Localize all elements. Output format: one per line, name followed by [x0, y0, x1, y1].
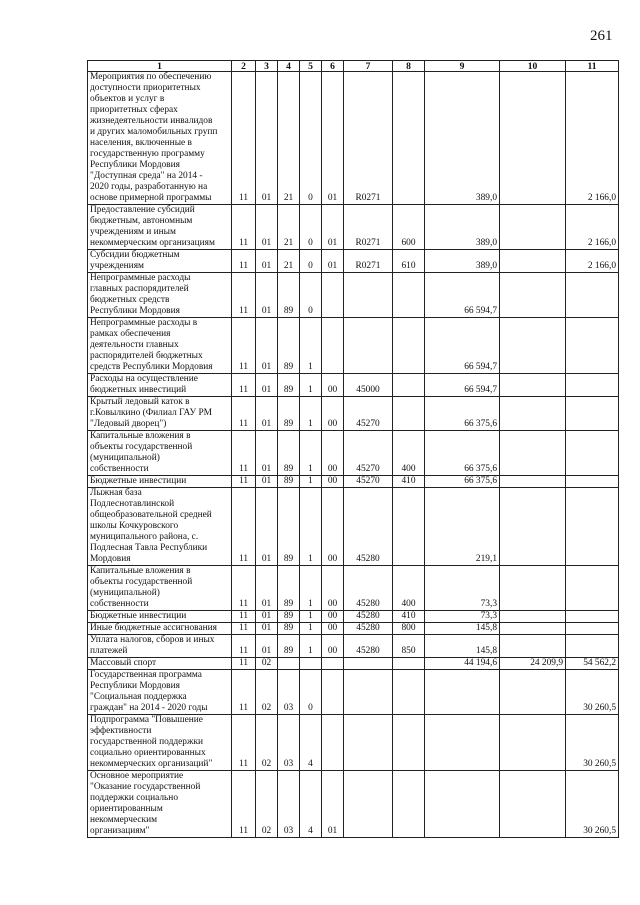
row-name-cell: Непрограммные расходы главных распорядителей бюджетных средств Республики Мордовия — [88, 273, 232, 318]
row-value-cell — [425, 670, 500, 715]
row-name-cell: Уплата налогов, сборов и иных платежей — [88, 635, 232, 658]
row-value-cell — [425, 771, 500, 838]
row-value-cell: 30 260,5 — [566, 771, 619, 838]
row-value-cell: 800 — [393, 623, 425, 635]
row-value-cell — [393, 318, 425, 374]
row-value-cell: R0271 — [344, 72, 393, 205]
row-value-cell: 89 — [278, 397, 300, 431]
row-value-cell: 66 375,6 — [425, 431, 500, 476]
row-value-cell — [566, 318, 619, 374]
row-value-cell: 00 — [322, 623, 344, 635]
row-value-cell: 600 — [393, 205, 425, 250]
row-value-cell — [566, 566, 619, 611]
table-row — [88, 72, 619, 205]
row-value-cell — [566, 431, 619, 476]
table-row — [88, 623, 619, 635]
row-value-cell: 01 — [322, 771, 344, 838]
row-value-cell — [566, 611, 619, 623]
row-value-cell — [425, 715, 500, 771]
header-cell: 11 — [566, 61, 619, 72]
page-number: 261 — [590, 28, 613, 44]
row-value-cell: 45270 — [344, 397, 393, 431]
row-value-cell — [393, 715, 425, 771]
row-name-cell: Субсидии бюджетным учреждениям — [88, 250, 232, 273]
row-value-cell: 02 — [256, 670, 278, 715]
row-value-cell — [566, 635, 619, 658]
row-value-cell — [300, 658, 322, 670]
row-value-cell — [322, 273, 344, 318]
row-value-cell: 89 — [278, 611, 300, 623]
row-value-cell: 66 375,6 — [425, 397, 500, 431]
row-value-cell: 0 — [300, 205, 322, 250]
header-cell: 9 — [425, 61, 500, 72]
row-value-cell: 01 — [256, 250, 278, 273]
header-cell: 8 — [393, 61, 425, 72]
header-cell: 6 — [322, 61, 344, 72]
row-value-cell: 0 — [300, 273, 322, 318]
row-value-cell — [500, 374, 566, 397]
row-value-cell: 01 — [256, 566, 278, 611]
row-value-cell: 4 — [300, 715, 322, 771]
row-value-cell — [500, 273, 566, 318]
row-value-cell: 66 594,7 — [425, 318, 500, 374]
row-value-cell — [344, 670, 393, 715]
row-value-cell — [344, 715, 393, 771]
row-value-cell — [500, 611, 566, 623]
row-value-cell — [566, 273, 619, 318]
row-value-cell: 4 — [300, 771, 322, 838]
row-value-cell: 1 — [300, 623, 322, 635]
row-value-cell: 410 — [393, 476, 425, 488]
row-value-cell: 45280 — [344, 566, 393, 611]
table-row — [88, 771, 619, 838]
row-value-cell: 11 — [232, 623, 256, 635]
row-value-cell: 01 — [256, 397, 278, 431]
row-value-cell: 145,8 — [425, 635, 500, 658]
row-value-cell: 45280 — [344, 635, 393, 658]
row-value-cell — [500, 476, 566, 488]
row-value-cell: 11 — [232, 72, 256, 205]
row-value-cell — [393, 397, 425, 431]
row-value-cell: 00 — [322, 397, 344, 431]
row-name-cell: Массовый спорт — [88, 658, 232, 670]
row-value-cell: 219,1 — [425, 488, 500, 566]
row-value-cell: 01 — [256, 488, 278, 566]
row-value-cell: 45280 — [344, 488, 393, 566]
row-value-cell — [566, 476, 619, 488]
row-value-cell: 89 — [278, 488, 300, 566]
row-value-cell — [393, 488, 425, 566]
row-value-cell — [322, 670, 344, 715]
row-value-cell: 11 — [232, 635, 256, 658]
row-name-cell: Предоставление субсидий бюджетным, автономным учреждениям и иным некоммерческим организациям — [88, 205, 232, 250]
row-value-cell: 1 — [300, 488, 322, 566]
row-value-cell: 89 — [278, 431, 300, 476]
row-value-cell: 01 — [256, 273, 278, 318]
row-value-cell: 389,0 — [425, 72, 500, 205]
row-value-cell — [500, 715, 566, 771]
table-row — [88, 273, 619, 318]
row-value-cell — [500, 431, 566, 476]
row-value-cell: 00 — [322, 566, 344, 611]
row-name-cell: Государственная программа Республики Мордовия "Социальная поддержка граждан" на 2014 - 2020 годы — [88, 670, 232, 715]
header-cell: 7 — [344, 61, 393, 72]
row-value-cell: 11 — [232, 670, 256, 715]
row-value-cell: 01 — [256, 623, 278, 635]
row-value-cell: 11 — [232, 488, 256, 566]
row-value-cell: 11 — [232, 250, 256, 273]
row-value-cell — [344, 273, 393, 318]
row-value-cell: 02 — [256, 715, 278, 771]
row-value-cell: 89 — [278, 374, 300, 397]
table-row — [88, 566, 619, 611]
row-value-cell — [500, 397, 566, 431]
row-value-cell: 02 — [256, 658, 278, 670]
row-value-cell: 1 — [300, 374, 322, 397]
row-name-cell: Иные бюджетные ассигнования — [88, 623, 232, 635]
header-cell: 2 — [232, 61, 256, 72]
table-row — [88, 611, 619, 623]
table-row — [88, 431, 619, 476]
row-value-cell: 24 209,9 — [500, 658, 566, 670]
row-value-cell: 11 — [232, 611, 256, 623]
row-value-cell: 66 594,7 — [425, 374, 500, 397]
row-value-cell: 21 — [278, 250, 300, 273]
table-row — [88, 318, 619, 374]
row-value-cell — [500, 566, 566, 611]
row-value-cell — [500, 205, 566, 250]
row-value-cell: 1 — [300, 566, 322, 611]
row-value-cell — [566, 374, 619, 397]
table-row — [88, 374, 619, 397]
row-value-cell: 73,3 — [425, 566, 500, 611]
row-value-cell: 2 166,0 — [566, 72, 619, 205]
row-value-cell: 01 — [256, 431, 278, 476]
row-value-cell: 01 — [256, 72, 278, 205]
row-value-cell: 11 — [232, 374, 256, 397]
row-value-cell: 610 — [393, 250, 425, 273]
header-row — [88, 61, 619, 72]
row-value-cell — [500, 318, 566, 374]
table-row — [88, 205, 619, 250]
row-name-cell: Подпрограмма "Повышение эффективности государственной поддержки социально ориентированных некоммерческих организаций" — [88, 715, 232, 771]
row-value-cell: 45280 — [344, 623, 393, 635]
row-name-cell: Основное мероприятие "Оказание государственной поддержки социально ориентированным некоммерческим организациям" — [88, 771, 232, 838]
row-value-cell — [566, 623, 619, 635]
row-name-cell: Расходы на осуществление бюджетных инвестиций — [88, 374, 232, 397]
row-value-cell — [500, 72, 566, 205]
row-value-cell: R0271 — [344, 250, 393, 273]
row-value-cell: 11 — [232, 205, 256, 250]
row-value-cell — [344, 771, 393, 838]
row-value-cell — [393, 670, 425, 715]
row-value-cell: 01 — [256, 611, 278, 623]
row-value-cell — [566, 488, 619, 566]
row-name-cell: Бюджетные инвестиции — [88, 476, 232, 488]
row-value-cell: 54 562,2 — [566, 658, 619, 670]
row-value-cell: 11 — [232, 566, 256, 611]
table-row — [88, 635, 619, 658]
table-row — [88, 397, 619, 431]
table-row — [88, 715, 619, 771]
row-value-cell: 01 — [322, 250, 344, 273]
row-value-cell: 89 — [278, 318, 300, 374]
row-value-cell: 45000 — [344, 374, 393, 397]
row-value-cell: 00 — [322, 635, 344, 658]
row-value-cell — [500, 623, 566, 635]
row-value-cell — [344, 318, 393, 374]
row-value-cell: 66 594,7 — [425, 273, 500, 318]
row-value-cell: 11 — [232, 397, 256, 431]
row-value-cell: 45270 — [344, 431, 393, 476]
table-row — [88, 476, 619, 488]
row-value-cell: 2 166,0 — [566, 250, 619, 273]
budget-table — [87, 60, 619, 838]
row-value-cell: 410 — [393, 611, 425, 623]
row-value-cell: 89 — [278, 623, 300, 635]
row-value-cell: 1 — [300, 611, 322, 623]
row-value-cell: 2 166,0 — [566, 205, 619, 250]
row-value-cell: 01 — [322, 205, 344, 250]
row-value-cell: R0271 — [344, 205, 393, 250]
row-value-cell: 0 — [300, 250, 322, 273]
row-value-cell: 03 — [278, 771, 300, 838]
row-value-cell — [500, 771, 566, 838]
row-value-cell: 44 194,6 — [425, 658, 500, 670]
row-value-cell — [344, 658, 393, 670]
row-value-cell: 1 — [300, 318, 322, 374]
row-value-cell — [500, 670, 566, 715]
row-name-cell: Капитальные вложения в объекты государственной (муниципальной) собственности — [88, 431, 232, 476]
row-value-cell: 11 — [232, 318, 256, 374]
row-value-cell: 45280 — [344, 611, 393, 623]
row-value-cell: 01 — [256, 374, 278, 397]
row-value-cell — [322, 658, 344, 670]
row-value-cell: 45270 — [344, 476, 393, 488]
row-value-cell: 11 — [232, 715, 256, 771]
row-value-cell — [566, 397, 619, 431]
row-value-cell: 03 — [278, 715, 300, 771]
row-value-cell — [393, 658, 425, 670]
row-value-cell: 30 260,5 — [566, 715, 619, 771]
table-row — [88, 250, 619, 273]
row-value-cell: 11 — [232, 476, 256, 488]
row-value-cell: 850 — [393, 635, 425, 658]
row-value-cell: 400 — [393, 431, 425, 476]
row-value-cell: 11 — [232, 431, 256, 476]
row-value-cell — [322, 715, 344, 771]
row-value-cell: 89 — [278, 566, 300, 611]
table-row — [88, 670, 619, 715]
table-row — [88, 658, 619, 670]
row-value-cell: 21 — [278, 205, 300, 250]
header-cell: 4 — [278, 61, 300, 72]
row-value-cell: 00 — [322, 374, 344, 397]
row-value-cell: 11 — [232, 658, 256, 670]
row-value-cell: 01 — [256, 635, 278, 658]
row-value-cell: 03 — [278, 670, 300, 715]
row-value-cell: 89 — [278, 273, 300, 318]
row-value-cell: 01 — [322, 72, 344, 205]
row-name-cell: Лыжная база Подлеснотавлинской общеобразовательной средней школы Кочкуровского муниципального района, с. Подлесная Тавла Республики Мордовия — [88, 488, 232, 566]
row-name-cell: Крытый ледовый каток в г.Ковылкино (Филиал ГАУ РМ "Ледовый дворец") — [88, 397, 232, 431]
row-value-cell: 1 — [300, 431, 322, 476]
row-value-cell — [278, 658, 300, 670]
row-value-cell: 01 — [256, 476, 278, 488]
row-name-cell: Бюджетные инвестиции — [88, 611, 232, 623]
row-value-cell: 11 — [232, 273, 256, 318]
row-value-cell: 1 — [300, 397, 322, 431]
row-value-cell — [500, 250, 566, 273]
row-value-cell: 1 — [300, 476, 322, 488]
row-value-cell: 01 — [256, 205, 278, 250]
row-value-cell: 0 — [300, 670, 322, 715]
row-value-cell: 89 — [278, 476, 300, 488]
row-value-cell: 73,3 — [425, 611, 500, 623]
row-value-cell: 400 — [393, 566, 425, 611]
row-name-cell: Мероприятия по обеспечению доступности приоритетных объектов и услуг в приоритетных сферах жизнедеятельности инвалидов и других маломобильных групп населения, включенные в государственную программу Республики Мордовия "Доступная среда" на 2014 - 2020 годы, разработанную на основе примерной программы — [88, 72, 232, 205]
row-value-cell — [322, 318, 344, 374]
row-value-cell — [393, 771, 425, 838]
row-value-cell: 00 — [322, 488, 344, 566]
row-value-cell: 00 — [322, 611, 344, 623]
row-value-cell: 11 — [232, 771, 256, 838]
row-value-cell: 0 — [300, 72, 322, 205]
row-value-cell: 89 — [278, 635, 300, 658]
row-name-cell: Капитальные вложения в объекты государственной (муниципальной) собственности — [88, 566, 232, 611]
table-body — [88, 72, 619, 838]
header-cell: 10 — [500, 61, 566, 72]
row-value-cell: 389,0 — [425, 250, 500, 273]
row-value-cell: 21 — [278, 72, 300, 205]
row-value-cell: 66 375,6 — [425, 476, 500, 488]
row-value-cell — [393, 72, 425, 205]
header-cell: 1 — [88, 61, 232, 72]
row-value-cell: 30 260,5 — [566, 670, 619, 715]
row-value-cell: 145,8 — [425, 623, 500, 635]
row-value-cell — [393, 273, 425, 318]
row-value-cell — [500, 635, 566, 658]
row-value-cell: 389,0 — [425, 205, 500, 250]
row-value-cell: 1 — [300, 635, 322, 658]
row-value-cell — [500, 488, 566, 566]
row-value-cell: 02 — [256, 771, 278, 838]
header-cell: 5 — [300, 61, 322, 72]
table-row — [88, 488, 619, 566]
row-value-cell — [393, 374, 425, 397]
row-value-cell: 01 — [256, 318, 278, 374]
row-value-cell: 00 — [322, 476, 344, 488]
header-cell: 3 — [256, 61, 278, 72]
row-value-cell: 00 — [322, 431, 344, 476]
row-name-cell: Непрограммные расходы в рамках обеспечения деятельности главных распорядителей бюджетных средств Республики Мордовия — [88, 318, 232, 374]
